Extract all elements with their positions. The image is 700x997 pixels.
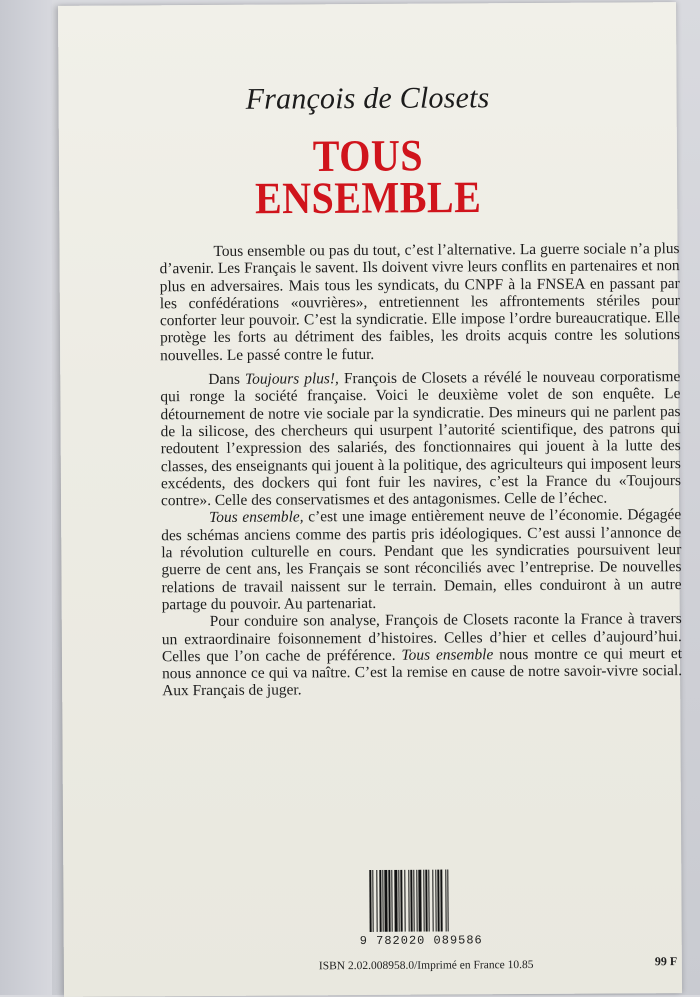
barcode-digits: 9 782020 089586 bbox=[359, 933, 483, 949]
blurb-p2-intro: Dans bbox=[208, 370, 246, 389]
blurb-p3-text: c’est une image entièrement neuve de l’économie. Dégagée des schémas anciens comme des partis pris idéologiques. C’est aussi l’annonce de la révolution culturelle en cours. Pendant que les syndicraties poursuivent leur guerre de cent ans, les Français se sont réconciliés avec l’entreprise. De nouvelles relations de travail naissent sur le terrain. Demain, elles conduiront à un autre partage du pouvoir. Au partenariat. bbox=[161, 506, 682, 614]
blurb-paragraph-1: Tous ensemble ou pas du tout, c’est l’alternative. La guerre sociale n’a plus d’avenir. Les Français le savent. Ils doivent vivre leurs conflits en partenaires et non plus en adversaires. Mais tous les syndicats, du CNPF à la FNSEA en passant par les confédérations «ouvrières», entretiennent les affrontements stériles pour conforter leur pouvoir. C’est la syndicratie. Elle impose l’ordre bureaucratique. Elle protège les forts au détriment des faibles, les droits acquis contre les solutions nouvelles. Le passé contre le futur. bbox=[159, 240, 681, 365]
background-wall bbox=[0, 0, 52, 995]
blurb-p4-intro: Pour conduire son analyse, François de Closets raconte la France à travers un extraordinaire foisonnement d’histoires. Celles d’hier et celles d’aujourd’hui. Celles que l’on cache de préférence. bbox=[161, 610, 682, 666]
price-label: 99 F bbox=[654, 954, 678, 969]
author-name: François de Closets bbox=[245, 81, 490, 116]
blurb-p2-book-title: Toujours plus!, bbox=[244, 370, 339, 388]
blurb-paragraph-4 bbox=[162, 610, 683, 700]
blurb-text bbox=[159, 240, 682, 700]
blurb-paragraph-2 bbox=[160, 368, 681, 510]
barcode-image bbox=[367, 869, 485, 932]
isbn-line: ISBN 2.02.008958.0/Imprimé en France 10.85 bbox=[318, 959, 534, 973]
book-title-line-1: TOUS bbox=[312, 129, 424, 182]
blurb-paragraph-3 bbox=[161, 507, 682, 614]
blurb-p3-book-title: Tous ensemble, bbox=[209, 508, 304, 527]
book-back-cover bbox=[58, 2, 682, 997]
blurb-p4-book-title: Tous ensemble bbox=[401, 646, 494, 664]
book-title-line-2: ENSEMBLE bbox=[254, 171, 482, 224]
blurb-p2-text: François de Closets a révélé le nouveau corporatisme qui ronge la société française. Voici le deuxième volet de son enquête. Le détournement de notre vie sociale par la syndicratie. Des mineurs qui ne parlent pas de la silicose, des chercheurs qui usurpent l’autorité scientifique, des patrons qui redoutent l’expression des salariés, des fonctionnaires qui jouent à la lutte des classes, des enseignants qui jouent à la politique, des agriculteurs qui imposent leurs excédents, des dockers qui font fuir les navires, c’est la France du «Toujours contre». Celle des conservatismes et des antagonismes. Celle de l’échec. bbox=[160, 368, 681, 510]
blurb-p4-text: nous montre ce qui meurt et nous annonce ce qui va naître. C’est la remise en cause de notre savoir-vivre social. Aux Français de juger. bbox=[162, 644, 683, 700]
